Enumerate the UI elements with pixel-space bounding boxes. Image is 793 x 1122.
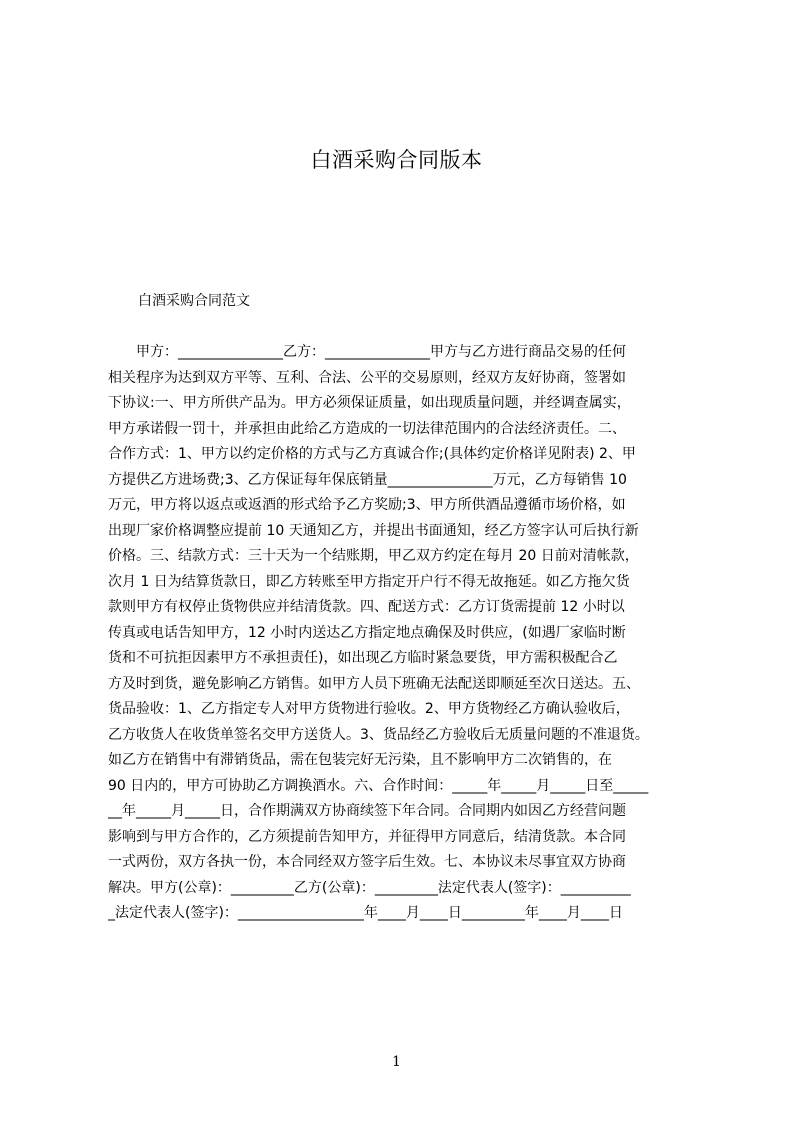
body-line: 传真或电话告知甲方，12 小时内送达乙方指定地点确保及时供应，(如遇厂家临时断 [108,624,626,641]
page-number: 1 [392,1054,401,1070]
body-line: 甲方：_______________乙方：_______________甲方与乙方进行商品交易的任何 [108,344,626,360]
body-line: 价格。三、结款方式：三十天为一个结账期，甲乙双方约定在每月 20 日前对清帐款， [108,548,639,564]
body-line: 万元，甲方将以返点或返酒的形式给予乙方奖励;3、甲方所供酒品遵循市场价格，如 [108,497,626,513]
body-line: 甲方承诺假一罚十，并承担由此给乙方造成的一切法律范围内的合法经济责任。二、 [108,420,626,437]
body-line: 相关程序为达到双方平等、互利、合法、公平的交易原则，经双方友好协商，签署如 [108,369,626,386]
body-line: 如乙方在销售中有滞销货品，需在包装完好无污染，且不影响甲方二次销售的，在 [108,752,612,768]
body-line: 乙方收货人在收货单签名交甲方送货人。3、货品经乙方验收后无质量问题的不准退货。 [108,726,649,743]
body-line: 货和不可抗拒因素甲方不承担责任)，如出现乙方临时紧急要货，甲方需积极配合乙 [108,650,618,666]
body-line: 一式两份，双方各执一份，本合同经双方签字后生效。七、本协议未尽事宜双方协商 [108,854,626,870]
body-line: __年_____月_____日，合作期满双方协商续签下年合同。合同期内如因乙方经营问题 [108,803,626,819]
contract-body [108,340,696,960]
body-line: 出现厂家价格调整应提前 10 天通知乙方，并提出书面通知，经乙方签字认可后执行新 [108,522,639,539]
body-line: 90 日内的，甲方可协助乙方调换酒水。六、合作时间：_____年_____月_____日至_____ [108,777,649,794]
body-line: 合作方式：1、甲方以约定价格的方式与乙方真诚合作;(具体约定价格详见附表) 2、甲 [108,446,636,462]
body-line: 下协议:一、甲方所供产品为。甲方必须保证质量，如出现质量问题，并经调查属实， [108,395,631,411]
body-line: 方提供乙方进场费;3、乙方保证每年保底销量_______________万元，乙方每销售 10 [108,471,627,488]
document-title: 白酒采购合同版本 [310,148,483,172]
body-line: 方及时到货，避免影响乙方销售。如甲方人员下班确无法配送即顺延至次日送达。五、 [108,675,640,692]
body-line: 影响到与甲方合作的，乙方须提前告知甲方，并征得甲方同意后，结清货款。本合同 [108,828,626,845]
body-line: 货品验收：1、乙方指定专人对甲方货物进行验收。2、甲方货物经乙方确认验收后， [108,701,630,717]
body-line: 解决。甲方(公章)：_________乙方(公章)：_________法定代表人(签字)：__________ [108,879,631,896]
body-line: 款则甲方有权停止货物供应并结清货款。四、配送方式：乙方订货需提前 12 小时以 [108,599,625,615]
body-line: _法定代表人(签字)：__________________年____月____日_________年____月____日 [108,905,623,921]
document-subtitle: 白酒采购合同范文 [138,293,250,309]
body-line: 次月 1 日为结算货款日，即乙方转账至甲方指定开户行不得无故拖延。如乙方拖欠货 [108,573,630,590]
